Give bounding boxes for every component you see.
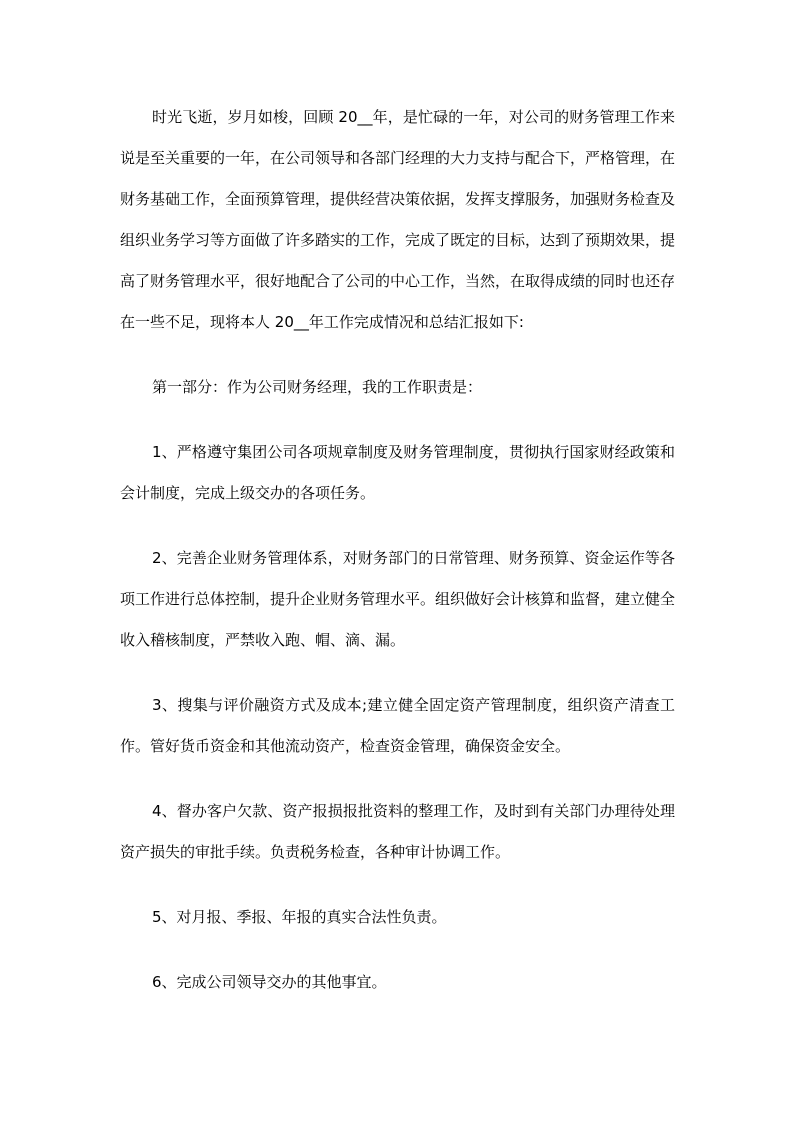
list-item: 4、督办客户欠款、资产报损报批资料的整理工作，及时到有关部门办理待处理资产损失的审批手续。负责税务检查，各种审计协调工作。 — [120, 802, 675, 861]
list-item: 1、严格遵守集团公司各项规章制度及财务管理制度，贯彻执行国家财经政策和会计制度，完成上级交办的各项任务。 — [120, 443, 675, 502]
intro-paragraph: 时光飞逝，岁月如梭，回顾 20__年，是忙碌的一年，对公司的财务管理工作来说是至关重要的一年，在公司领导和各部门经理的大力支持与配合下，严格管理，在财务基础工作，全面预算管理，提供经营决策依据，发挥支撑服务，加强财务检查及组织业务学习等方面做了许多踏实的工作，完成了既定的目标，达到了预期效果，提高了财务管理水平，很好地配合了公司的中心工作，当然，在取得成绩的同时也还存在一些不足，现将本人 20__年工作完成情况和总结汇报如下: — [120, 108, 676, 331]
list-item: 2、完善企业财务管理体系，对财务部门的日常管理、财务预算、资金运作等各项工作进行总体控制，提升企业财务管理水平。组织做好会计核算和监督，建立健全收入稽核制度，严禁收入跑、帽、滴、漏。 — [120, 549, 676, 649]
document-page — [120, 97, 675, 1003]
list-item: 6、完成公司领导交办的其他事宜。 — [152, 973, 387, 991]
list-item: 3、搜集与评价融资方式及成本;建立健全固定资产管理制度，组织资产清查工作。管好货币资金和其他流动资产，检查资金管理，确保资金安全。 — [120, 696, 675, 755]
section-heading: 第一部分：作为公司财务经理，我的工作职责是： — [152, 378, 483, 396]
list-item: 5、对月报、季报、年报的真实合法性负责。 — [152, 908, 447, 926]
